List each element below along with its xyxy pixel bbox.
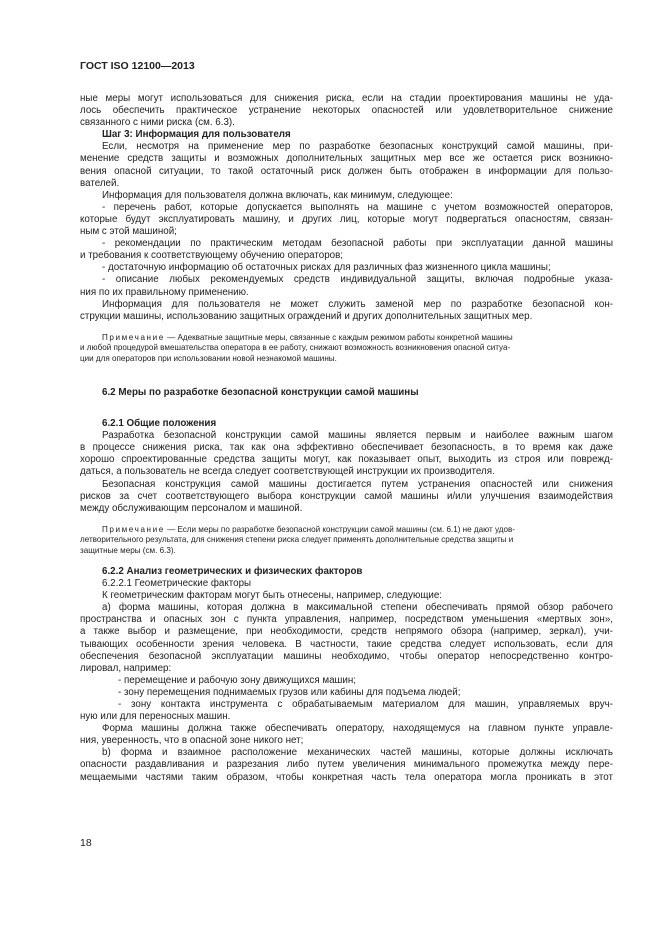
document-header: ГОСТ ISO 12100—2013 (80, 60, 195, 72)
body-line: даться, а пользователь не всегда следует соответствующей инструкции их производителя. (80, 466, 495, 478)
item-a-line: а также выбор и размещение, при необходимости, средств непрямого обзора (например, зеркал), учи- (80, 626, 613, 638)
list-item-cont: ным с этой машиной; (80, 226, 177, 238)
note-line: и любой процедурой вмешательства оператора в ее работу, снижают возможность возникновения опасной ситуа- (80, 343, 511, 353)
body-line: Разработка безопасной конструкции самой машины является первым и наиболее важным шагом (102, 430, 613, 442)
body-line: в процессе снижения риска, так как она эффективно обеспечивает безопасность, в то время как даже (80, 442, 613, 454)
note-label: Примечание (102, 524, 165, 534)
section-heading-6-2: 6.2 Меры по разработке безопасной конструкции самой машины (102, 386, 419, 398)
body-line: вателей. (80, 177, 120, 189)
list-item-cont: и требования к соответствующему обучению операторов; (80, 250, 344, 262)
item-b-line: опасности раздавливания и разрезания либо путем увеличения минимального промежутка между пере- (80, 759, 613, 771)
list-item-cont: которые будут эксплуатировать машину, и других лиц, которые могут подвергаться опасностям, связан- (80, 213, 613, 225)
body-line: Форма машины должна также обеспечивать оператору, находящемуся на главном пункте управле- (102, 723, 613, 735)
body-line: ния, уверенность, что в опасной зоне никого нет; (80, 735, 304, 747)
body-line: лось обеспечить практическое устранение некоторых опасностей или удовлетворительное снижение (80, 105, 613, 117)
list-item: - перемещение и рабочую зону движущихся машин; (118, 674, 356, 686)
note-line: защитные меры (см. 6.3). (80, 545, 176, 555)
list-item: - зону контакта инструмента с обрабатываемым материалом для машин, управляемых вруч- (118, 699, 613, 710)
item-b-line: мещаемыми частями таким образом, чтобы конкретная часть тела оператора могла проникать в этот (80, 771, 613, 783)
list-item-cont: ния по их правильному применению. (80, 286, 249, 298)
body-line: Безопасная конструкция самой машины достигается путем устранения опасностей или снижения (102, 478, 613, 490)
step3-heading: Шаг 3: Информация для пользователя (102, 129, 291, 141)
body-line: связанного с ними риска (см. 6.3). (80, 117, 235, 129)
body-line: струкции машины, использованию защитных ограждений и других дополнительных защитных мер. (80, 310, 533, 322)
list-item: - перечень работ, которые допускается выполнять на машине с учетом возможностей операторов, (102, 201, 613, 213)
list-item: - достаточную информацию об остаточных рисках для различных фаз жизненного цикла машины; (102, 262, 551, 274)
list-item-cont: ную или для переносных машин. (80, 711, 231, 723)
page-number: 18 (80, 837, 92, 849)
item-a-line: лировал, например: (80, 662, 172, 674)
section-heading-6-2-2-1: 6.2.2.1 Геометрические факторы (102, 578, 252, 590)
body-line: ные меры могут использоваться для снижения риска, если на стадии проектирования машины не уда- (80, 93, 613, 104)
body-line: менение средств защиты и возможных дополнительных защитных мер все же остается риск возникно- (80, 153, 613, 165)
section-heading-6-2-2: 6.2.2 Анализ геометрических и физических факторов (102, 565, 363, 577)
note-line: ции для операторов при использовании новой незнакомой машины. (80, 353, 337, 363)
list-item: - зону перемещения поднимаемых грузов или кабины для подъема людей; (118, 686, 461, 698)
body-line: хорошо спроектированные средства защиты могут, как показывает опыт, выходить из строя или поврежд- (80, 454, 613, 466)
body-line: Если, несмотря на применение мер по разработке безопасных конструкций самой машины, при- (102, 141, 613, 153)
item-a-line: тывающих особенности зрения человека. В частности, такие средства следует использовать, если для (80, 638, 613, 650)
item-a-line: обеспечения безопасной эксплуатации машины необходимо, чтобы оператор непосредственно контро- (80, 650, 613, 662)
list-item: - описание любых рекомендуемых средств индивидуальной защиты, включая подробные указа- (102, 274, 613, 286)
note-text: — Адекватные защитные меры, связанные с каждым режимом работы конкретной машины (164, 332, 513, 342)
item-b-line: b) форма и взаимное расположение механических частей машины, которые должны исключать (102, 747, 613, 759)
body-line: вения опасной ситуации, то такой остаточный риск должен быть отображен в информации для пользо- (80, 165, 613, 177)
body-line: Информация для пользователя не может служить заменой мер по разработке безопасной кон- (102, 298, 613, 310)
item-a-line: пространства и опасных зон с пункта управления, например, посредством уменьшения «мертвых зон», (80, 614, 613, 626)
body-line: К геометрическим факторам могут быть отнесены, например, следующие: (102, 590, 443, 602)
body-line: Информация для пользователя должна включать, как минимум, следующее: (102, 189, 453, 201)
note-label: Примечание (102, 332, 165, 342)
body-line: между обслуживающим персоналом и машиной. (80, 502, 303, 514)
note-line: летворительного результата, для снижения степени риска следует применять дополнительные средства защиты и (80, 535, 514, 545)
document-body (80, 93, 613, 784)
note-line (80, 525, 613, 535)
body-line: рисков за счет соответствующего выбора конструкции самой машины и/или улучшения взаимодействия (80, 490, 613, 502)
section-heading-6-2-1: 6.2.1 Общие положения (102, 418, 217, 430)
note-line (80, 333, 613, 343)
item-a-line: a) форма машины, которая должна в максимальной степени обеспечивать прямой обзор рабочего (102, 602, 613, 614)
list-item: - рекомендации по практическим методам безопасной работы при эксплуатации данной машины (102, 238, 613, 250)
note-text: — Если меры по разработке безопасной конструкции самой машины (см. 6.1) не дают удов- (164, 524, 515, 534)
